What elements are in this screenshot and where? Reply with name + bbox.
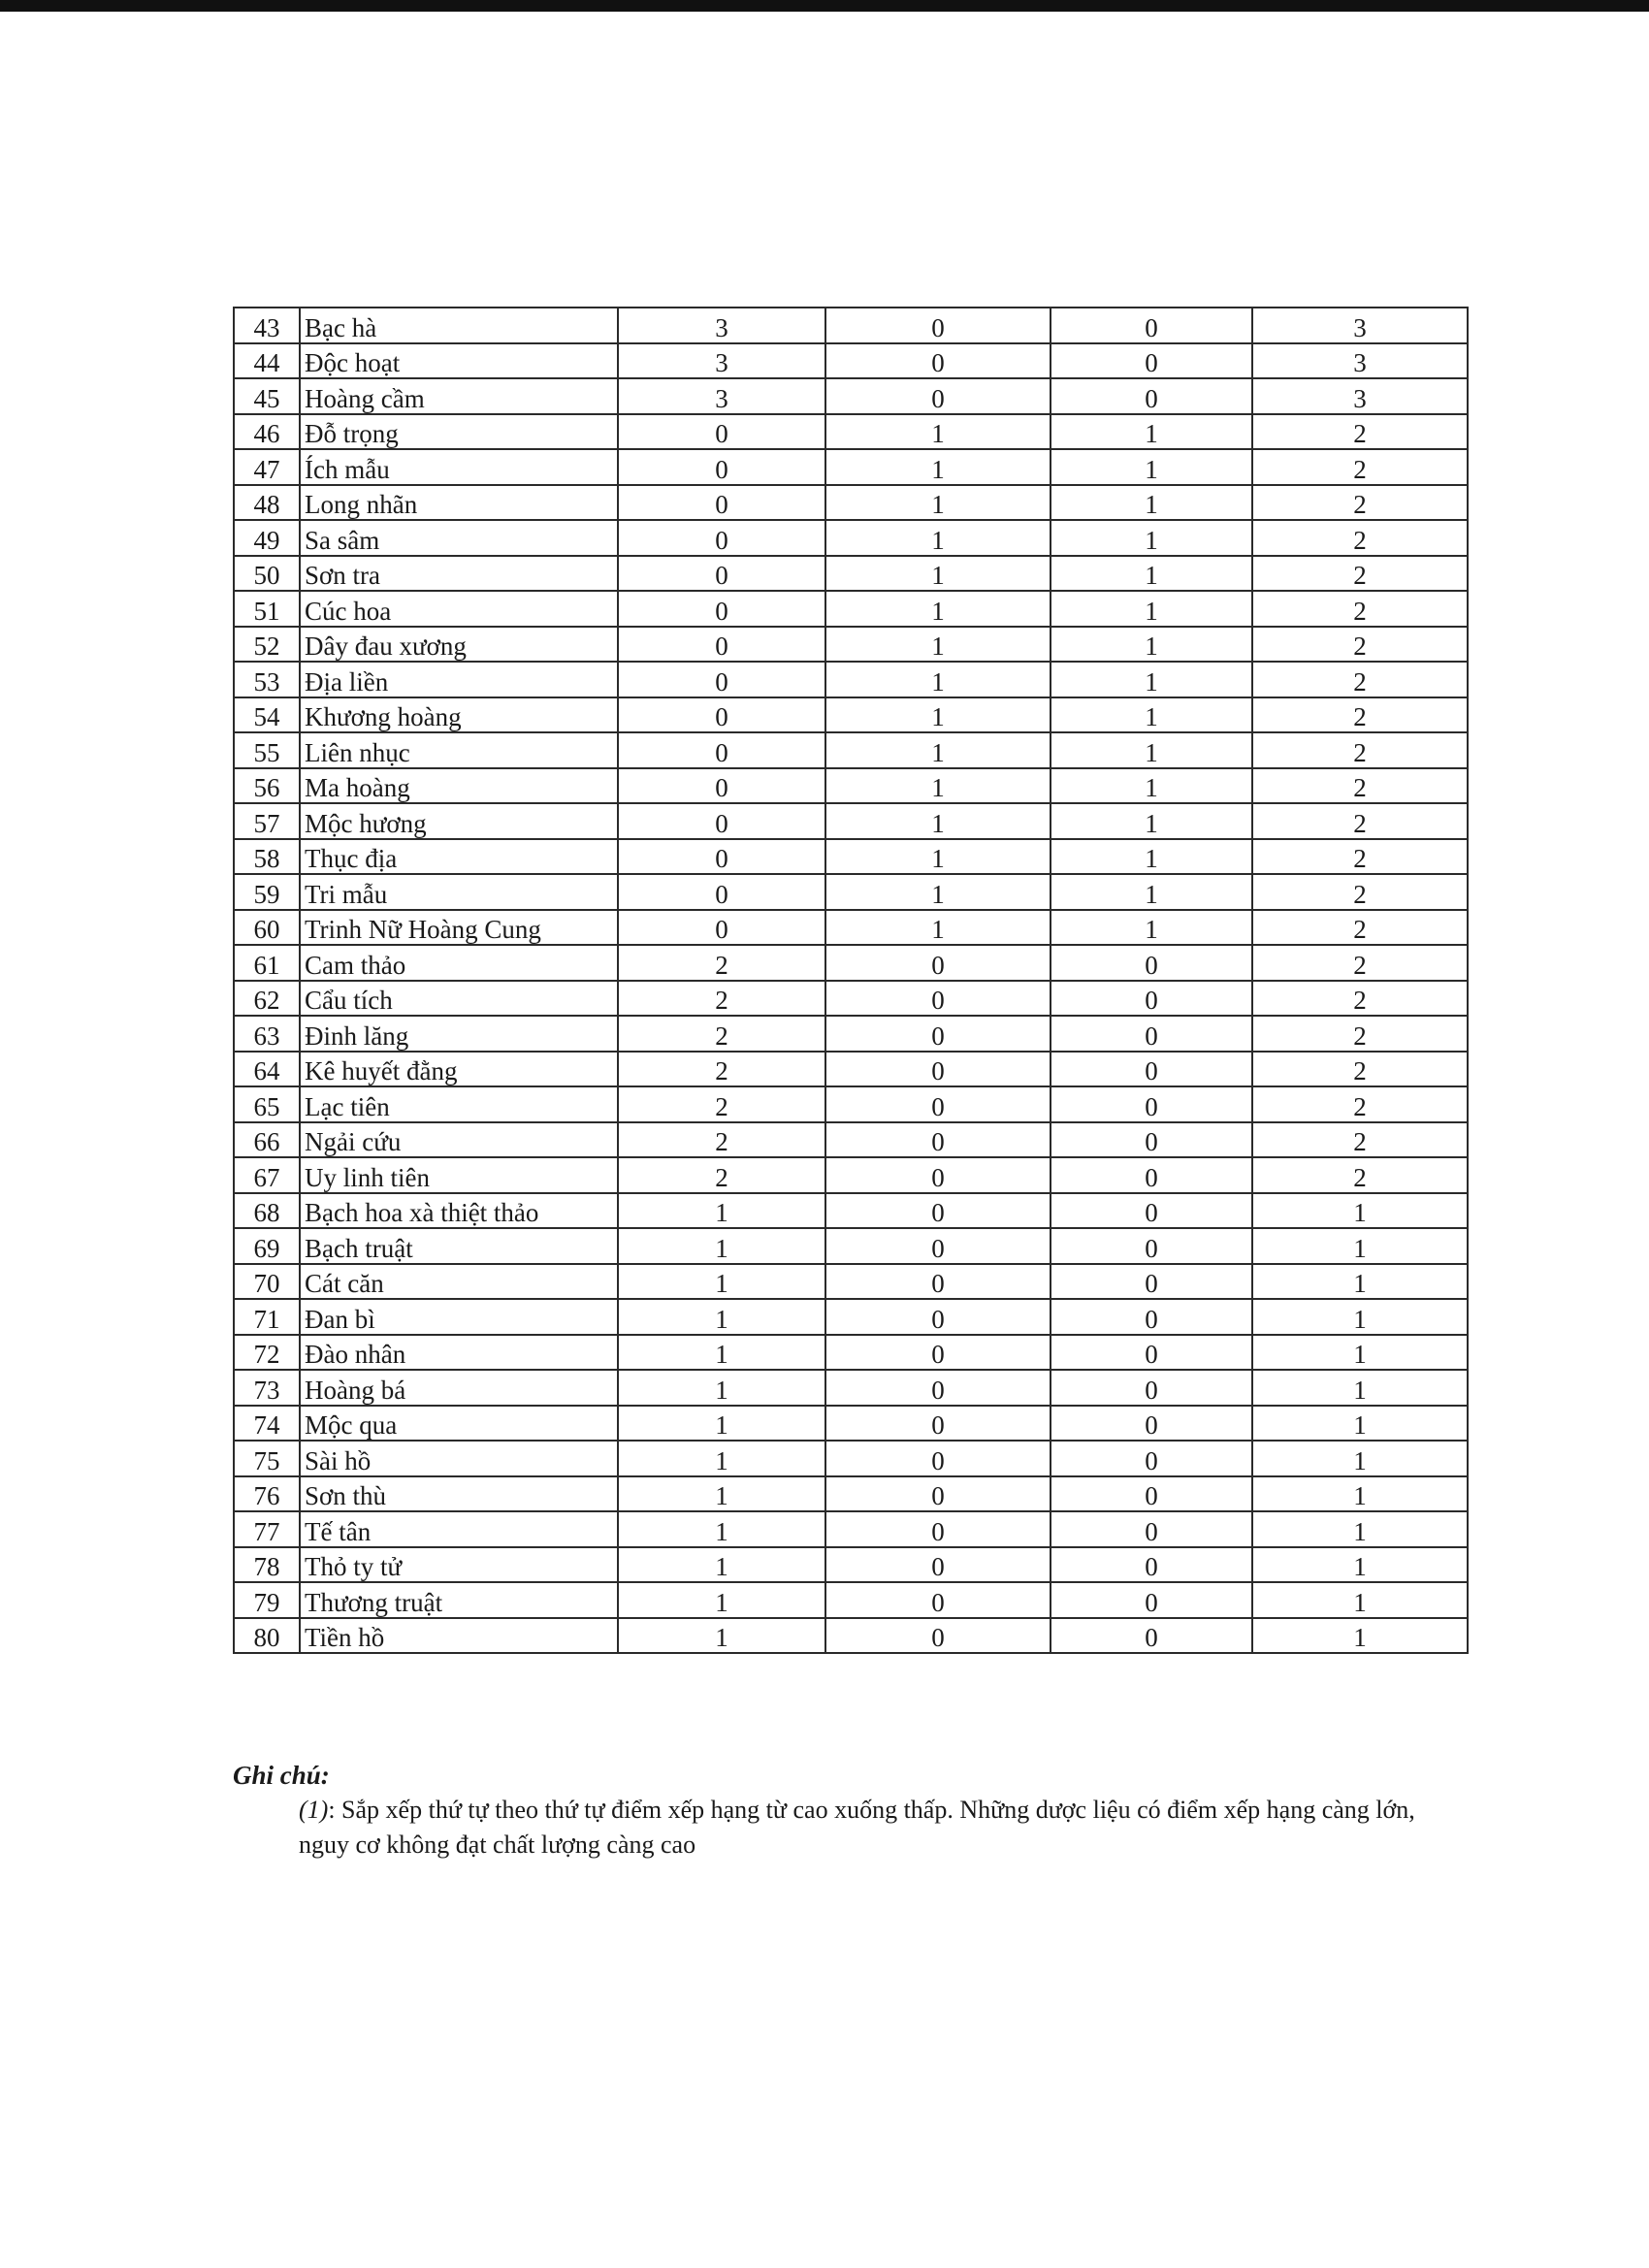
- row-number-cell: 66: [234, 1122, 300, 1158]
- table-row: [234, 803, 1468, 839]
- row-number-cell: 51: [234, 591, 300, 627]
- score-col-3-cell: 0: [1051, 1370, 1252, 1406]
- row-number-cell: 74: [234, 1406, 300, 1442]
- table-row: [234, 945, 1468, 981]
- herb-name-cell: Sơn tra: [300, 556, 618, 592]
- score-col-3-cell: 0: [1051, 1335, 1252, 1371]
- table-row: [234, 449, 1468, 485]
- score-col-2-cell: 0: [825, 981, 1051, 1017]
- table-row: [234, 378, 1468, 414]
- row-number-cell: 69: [234, 1228, 300, 1264]
- table-row: [234, 1370, 1468, 1406]
- score-col-3-cell: 0: [1051, 1228, 1252, 1264]
- herb-name-cell: Sài hồ: [300, 1441, 618, 1476]
- score-col-2-cell: 0: [825, 1370, 1051, 1406]
- total-score-cell: 2: [1252, 1157, 1468, 1193]
- row-number-cell: 48: [234, 485, 300, 521]
- score-col-2-cell: 1: [825, 910, 1051, 946]
- row-number-cell: 45: [234, 378, 300, 414]
- score-col-1-cell: 0: [618, 591, 825, 627]
- score-col-3-cell: 1: [1051, 556, 1252, 592]
- score-col-2-cell: 1: [825, 485, 1051, 521]
- table-row: [234, 1052, 1468, 1087]
- herb-name-cell: Đào nhân: [300, 1335, 618, 1371]
- herb-name-cell: Đan bì: [300, 1299, 618, 1335]
- score-col-3-cell: 0: [1051, 1264, 1252, 1300]
- score-col-1-cell: 0: [618, 520, 825, 556]
- total-score-cell: 1: [1252, 1193, 1468, 1229]
- row-number-cell: 79: [234, 1582, 300, 1618]
- score-col-2-cell: 0: [825, 1511, 1051, 1547]
- herb-name-cell: Mộc qua: [300, 1406, 618, 1442]
- score-col-3-cell: 0: [1051, 1406, 1252, 1442]
- table-row: [234, 414, 1468, 450]
- total-score-cell: 2: [1252, 768, 1468, 804]
- herb-name-cell: Trinh Nữ Hoàng Cung: [300, 910, 618, 946]
- score-col-3-cell: 0: [1051, 1441, 1252, 1476]
- score-col-3-cell: 0: [1051, 1476, 1252, 1512]
- herb-name-cell: Thục địa: [300, 839, 618, 875]
- score-col-3-cell: 1: [1051, 520, 1252, 556]
- score-col-2-cell: 1: [825, 662, 1051, 697]
- score-col-3-cell: 1: [1051, 874, 1252, 910]
- total-score-cell: 2: [1252, 1052, 1468, 1087]
- score-col-3-cell: 0: [1051, 1122, 1252, 1158]
- row-number-cell: 68: [234, 1193, 300, 1229]
- score-col-1-cell: 2: [618, 1122, 825, 1158]
- score-col-2-cell: 0: [825, 1406, 1051, 1442]
- score-col-3-cell: 1: [1051, 591, 1252, 627]
- herb-name-cell: Tri mẫu: [300, 874, 618, 910]
- score-col-1-cell: 1: [618, 1618, 825, 1654]
- score-col-1-cell: 2: [618, 945, 825, 981]
- notes-section: [233, 1758, 1455, 1863]
- herb-name-cell: Cẩu tích: [300, 981, 618, 1017]
- herb-name-cell: Thương truật: [300, 1582, 618, 1618]
- herb-name-cell: Dây đau xương: [300, 627, 618, 663]
- row-number-cell: 56: [234, 768, 300, 804]
- total-score-cell: 2: [1252, 485, 1468, 521]
- table-row: [234, 732, 1468, 768]
- herb-name-cell: Tế tân: [300, 1511, 618, 1547]
- score-col-1-cell: 0: [618, 910, 825, 946]
- row-number-cell: 67: [234, 1157, 300, 1193]
- row-number-cell: 58: [234, 839, 300, 875]
- total-score-cell: 3: [1252, 343, 1468, 379]
- score-col-1-cell: 2: [618, 1157, 825, 1193]
- score-col-3-cell: 0: [1051, 1086, 1252, 1122]
- row-number-cell: 64: [234, 1052, 300, 1087]
- row-number-cell: 76: [234, 1476, 300, 1512]
- total-score-cell: 1: [1252, 1406, 1468, 1442]
- score-col-1-cell: 0: [618, 414, 825, 450]
- total-score-cell: 2: [1252, 1086, 1468, 1122]
- score-col-3-cell: 1: [1051, 910, 1252, 946]
- score-col-1-cell: 1: [618, 1476, 825, 1512]
- score-col-2-cell: 0: [825, 1122, 1051, 1158]
- score-col-3-cell: 0: [1051, 1547, 1252, 1583]
- score-col-2-cell: 1: [825, 627, 1051, 663]
- score-col-1-cell: 2: [618, 1086, 825, 1122]
- score-col-3-cell: 0: [1051, 1193, 1252, 1229]
- score-col-1-cell: 0: [618, 732, 825, 768]
- table-row: [234, 1582, 1468, 1618]
- score-col-3-cell: 1: [1051, 803, 1252, 839]
- score-col-1-cell: 1: [618, 1406, 825, 1442]
- score-col-1-cell: 0: [618, 803, 825, 839]
- score-col-3-cell: 1: [1051, 485, 1252, 521]
- score-col-1-cell: 1: [618, 1335, 825, 1371]
- row-number-cell: 55: [234, 732, 300, 768]
- score-col-2-cell: 0: [825, 1476, 1051, 1512]
- score-col-2-cell: 0: [825, 343, 1051, 379]
- score-col-1-cell: 0: [618, 485, 825, 521]
- herb-name-cell: Thỏ ty tử: [300, 1547, 618, 1583]
- table-row: [234, 1122, 1468, 1158]
- total-score-cell: 2: [1252, 697, 1468, 733]
- notes-heading: Ghi chú:: [233, 1761, 330, 1790]
- herb-name-cell: Lạc tiên: [300, 1086, 618, 1122]
- score-col-3-cell: 0: [1051, 1511, 1252, 1547]
- row-number-cell: 53: [234, 662, 300, 697]
- herb-name-cell: Ngải cứu: [300, 1122, 618, 1158]
- table-row: [234, 591, 1468, 627]
- total-score-cell: 1: [1252, 1441, 1468, 1476]
- row-number-cell: 60: [234, 910, 300, 946]
- table-row: [234, 981, 1468, 1017]
- table-row: [234, 1441, 1468, 1476]
- row-number-cell: 47: [234, 449, 300, 485]
- total-score-cell: 2: [1252, 945, 1468, 981]
- score-col-1-cell: 1: [618, 1370, 825, 1406]
- score-col-2-cell: 0: [825, 1016, 1051, 1052]
- notes-reference-marker: (1): [299, 1796, 329, 1824]
- total-score-cell: 2: [1252, 1122, 1468, 1158]
- row-number-cell: 50: [234, 556, 300, 592]
- score-col-3-cell: 0: [1051, 1016, 1252, 1052]
- herb-name-cell: Hoàng bá: [300, 1370, 618, 1406]
- row-number-cell: 43: [234, 308, 300, 343]
- herb-name-cell: Bạch hoa xà thiệt thảo: [300, 1193, 618, 1229]
- score-col-2-cell: 0: [825, 1086, 1051, 1122]
- total-score-cell: 2: [1252, 874, 1468, 910]
- table-row: [234, 485, 1468, 521]
- score-col-3-cell: 1: [1051, 414, 1252, 450]
- total-score-cell: 1: [1252, 1335, 1468, 1371]
- score-col-2-cell: 1: [825, 732, 1051, 768]
- table-row: [234, 1299, 1468, 1335]
- total-score-cell: 2: [1252, 910, 1468, 946]
- score-col-3-cell: 1: [1051, 449, 1252, 485]
- score-col-3-cell: 0: [1051, 1052, 1252, 1087]
- score-col-1-cell: 2: [618, 981, 825, 1017]
- total-score-cell: 3: [1252, 378, 1468, 414]
- score-col-1-cell: 0: [618, 839, 825, 875]
- score-col-1-cell: 1: [618, 1441, 825, 1476]
- herb-name-cell: Sa sâm: [300, 520, 618, 556]
- ranking-table-body: [234, 308, 1468, 1653]
- score-col-2-cell: 1: [825, 768, 1051, 804]
- table-row: [234, 1406, 1468, 1442]
- score-col-2-cell: 0: [825, 1264, 1051, 1300]
- herb-name-cell: Ích mẫu: [300, 449, 618, 485]
- total-score-cell: 2: [1252, 449, 1468, 485]
- total-score-cell: 2: [1252, 981, 1468, 1017]
- score-col-3-cell: 0: [1051, 1157, 1252, 1193]
- total-score-cell: 2: [1252, 839, 1468, 875]
- row-number-cell: 52: [234, 627, 300, 663]
- total-score-cell: 1: [1252, 1299, 1468, 1335]
- score-col-3-cell: 1: [1051, 662, 1252, 697]
- score-col-2-cell: 0: [825, 945, 1051, 981]
- score-col-2-cell: 0: [825, 1052, 1051, 1087]
- herb-name-cell: Kê huyết đằng: [300, 1052, 618, 1087]
- score-col-1-cell: 3: [618, 378, 825, 414]
- table-row: [234, 1511, 1468, 1547]
- total-score-cell: 1: [1252, 1511, 1468, 1547]
- score-col-2-cell: 0: [825, 1157, 1051, 1193]
- score-col-3-cell: 0: [1051, 1618, 1252, 1654]
- herb-name-cell: Ma hoàng: [300, 768, 618, 804]
- score-col-1-cell: 0: [618, 768, 825, 804]
- table-row: [234, 1016, 1468, 1052]
- table-row: [234, 768, 1468, 804]
- table-row: [234, 343, 1468, 379]
- score-col-2-cell: 0: [825, 378, 1051, 414]
- score-col-1-cell: 0: [618, 662, 825, 697]
- row-number-cell: 71: [234, 1299, 300, 1335]
- score-col-1-cell: 1: [618, 1547, 825, 1583]
- score-col-3-cell: 0: [1051, 343, 1252, 379]
- score-col-2-cell: 0: [825, 1193, 1051, 1229]
- total-score-cell: 1: [1252, 1228, 1468, 1264]
- score-col-2-cell: 1: [825, 839, 1051, 875]
- score-col-2-cell: 0: [825, 1335, 1051, 1371]
- herb-name-cell: Cam thảo: [300, 945, 618, 981]
- score-col-3-cell: 0: [1051, 308, 1252, 343]
- score-col-1-cell: 0: [618, 627, 825, 663]
- herb-name-cell: Đỗ trọng: [300, 414, 618, 450]
- ranking-table: [233, 307, 1469, 1654]
- herb-name-cell: Uy linh tiên: [300, 1157, 618, 1193]
- scan-top-edge: [0, 0, 1649, 12]
- table-row: [234, 520, 1468, 556]
- score-col-3-cell: 0: [1051, 378, 1252, 414]
- row-number-cell: 72: [234, 1335, 300, 1371]
- score-col-3-cell: 0: [1051, 981, 1252, 1017]
- score-col-3-cell: 1: [1051, 697, 1252, 733]
- score-col-2-cell: 0: [825, 1299, 1051, 1335]
- herb-name-cell: Mộc hương: [300, 803, 618, 839]
- table-row: [234, 556, 1468, 592]
- table-row: [234, 874, 1468, 910]
- total-score-cell: 2: [1252, 1016, 1468, 1052]
- table-row: [234, 662, 1468, 697]
- herb-name-cell: Hoàng cầm: [300, 378, 618, 414]
- score-col-2-cell: 1: [825, 414, 1051, 450]
- total-score-cell: 1: [1252, 1618, 1468, 1654]
- table-row: [234, 1228, 1468, 1264]
- score-col-1-cell: 2: [618, 1016, 825, 1052]
- total-score-cell: 2: [1252, 803, 1468, 839]
- row-number-cell: 57: [234, 803, 300, 839]
- score-col-2-cell: 1: [825, 520, 1051, 556]
- herb-name-cell: Cúc hoa: [300, 591, 618, 627]
- score-col-1-cell: 2: [618, 1052, 825, 1087]
- herb-name-cell: Độc hoạt: [300, 343, 618, 379]
- row-number-cell: 80: [234, 1618, 300, 1654]
- score-col-2-cell: 0: [825, 308, 1051, 343]
- row-number-cell: 46: [234, 414, 300, 450]
- herb-name-cell: Bạc hà: [300, 308, 618, 343]
- total-score-cell: 2: [1252, 556, 1468, 592]
- herb-name-cell: Sơn thù: [300, 1476, 618, 1512]
- total-score-cell: 1: [1252, 1264, 1468, 1300]
- score-col-2-cell: 1: [825, 591, 1051, 627]
- row-number-cell: 49: [234, 520, 300, 556]
- herb-name-cell: Bạch truật: [300, 1228, 618, 1264]
- score-col-1-cell: 0: [618, 697, 825, 733]
- table-row: [234, 308, 1468, 343]
- row-number-cell: 61: [234, 945, 300, 981]
- table-row: [234, 1193, 1468, 1229]
- row-number-cell: 73: [234, 1370, 300, 1406]
- notes-body: [299, 1793, 1455, 1863]
- total-score-cell: 1: [1252, 1476, 1468, 1512]
- table-row: [234, 1157, 1468, 1193]
- row-number-cell: 75: [234, 1441, 300, 1476]
- table-row: [234, 910, 1468, 946]
- table-row: [234, 1086, 1468, 1122]
- score-col-1-cell: 1: [618, 1511, 825, 1547]
- herb-name-cell: Địa liền: [300, 662, 618, 697]
- score-col-1-cell: 3: [618, 308, 825, 343]
- table-row: [234, 1476, 1468, 1512]
- herb-name-cell: Liên nhục: [300, 732, 618, 768]
- table-row: [234, 697, 1468, 733]
- score-col-3-cell: 1: [1051, 839, 1252, 875]
- score-col-2-cell: 0: [825, 1618, 1051, 1654]
- score-col-2-cell: 1: [825, 803, 1051, 839]
- herb-name-cell: Cát căn: [300, 1264, 618, 1300]
- total-score-cell: 2: [1252, 414, 1468, 450]
- table-row: [234, 1264, 1468, 1300]
- table-row: [234, 1547, 1468, 1583]
- total-score-cell: 2: [1252, 520, 1468, 556]
- table-row: [234, 1618, 1468, 1654]
- row-number-cell: 54: [234, 697, 300, 733]
- score-col-2-cell: 1: [825, 449, 1051, 485]
- score-col-1-cell: 0: [618, 556, 825, 592]
- table-row: [234, 627, 1468, 663]
- total-score-cell: 2: [1252, 591, 1468, 627]
- total-score-cell: 2: [1252, 627, 1468, 663]
- score-col-1-cell: 0: [618, 874, 825, 910]
- score-col-3-cell: 0: [1051, 945, 1252, 981]
- score-col-2-cell: 0: [825, 1547, 1051, 1583]
- score-col-1-cell: 1: [618, 1582, 825, 1618]
- score-col-2-cell: 0: [825, 1228, 1051, 1264]
- row-number-cell: 63: [234, 1016, 300, 1052]
- total-score-cell: 3: [1252, 308, 1468, 343]
- row-number-cell: 59: [234, 874, 300, 910]
- score-col-2-cell: 1: [825, 556, 1051, 592]
- score-col-3-cell: 1: [1051, 627, 1252, 663]
- score-col-2-cell: 1: [825, 697, 1051, 733]
- herb-name-cell: Long nhãn: [300, 485, 618, 521]
- score-col-1-cell: 1: [618, 1299, 825, 1335]
- total-score-cell: 2: [1252, 732, 1468, 768]
- row-number-cell: 44: [234, 343, 300, 379]
- table-row: [234, 1335, 1468, 1371]
- notes-text: : Sắp xếp thứ tự theo thứ tự điểm xếp hạng từ cao xuống thấp. Những dược liệu có điểm xếp hạng càng lớn, nguy cơ không đạt chất lượng càng cao: [299, 1796, 1415, 1859]
- score-col-1-cell: 0: [618, 449, 825, 485]
- herb-name-cell: Tiền hồ: [300, 1618, 618, 1654]
- score-col-1-cell: 1: [618, 1228, 825, 1264]
- score-col-3-cell: 1: [1051, 732, 1252, 768]
- herb-name-cell: Đinh lăng: [300, 1016, 618, 1052]
- total-score-cell: 1: [1252, 1370, 1468, 1406]
- total-score-cell: 2: [1252, 662, 1468, 697]
- score-col-2-cell: 0: [825, 1582, 1051, 1618]
- row-number-cell: 77: [234, 1511, 300, 1547]
- score-col-1-cell: 1: [618, 1264, 825, 1300]
- score-col-3-cell: 0: [1051, 1299, 1252, 1335]
- score-col-2-cell: 1: [825, 874, 1051, 910]
- score-col-3-cell: 0: [1051, 1582, 1252, 1618]
- total-score-cell: 1: [1252, 1582, 1468, 1618]
- score-col-3-cell: 1: [1051, 768, 1252, 804]
- row-number-cell: 62: [234, 981, 300, 1017]
- row-number-cell: 70: [234, 1264, 300, 1300]
- table-row: [234, 839, 1468, 875]
- score-col-1-cell: 3: [618, 343, 825, 379]
- row-number-cell: 78: [234, 1547, 300, 1583]
- score-col-1-cell: 1: [618, 1193, 825, 1229]
- total-score-cell: 1: [1252, 1547, 1468, 1583]
- row-number-cell: 65: [234, 1086, 300, 1122]
- score-col-2-cell: 0: [825, 1441, 1051, 1476]
- herb-name-cell: Khương hoàng: [300, 697, 618, 733]
